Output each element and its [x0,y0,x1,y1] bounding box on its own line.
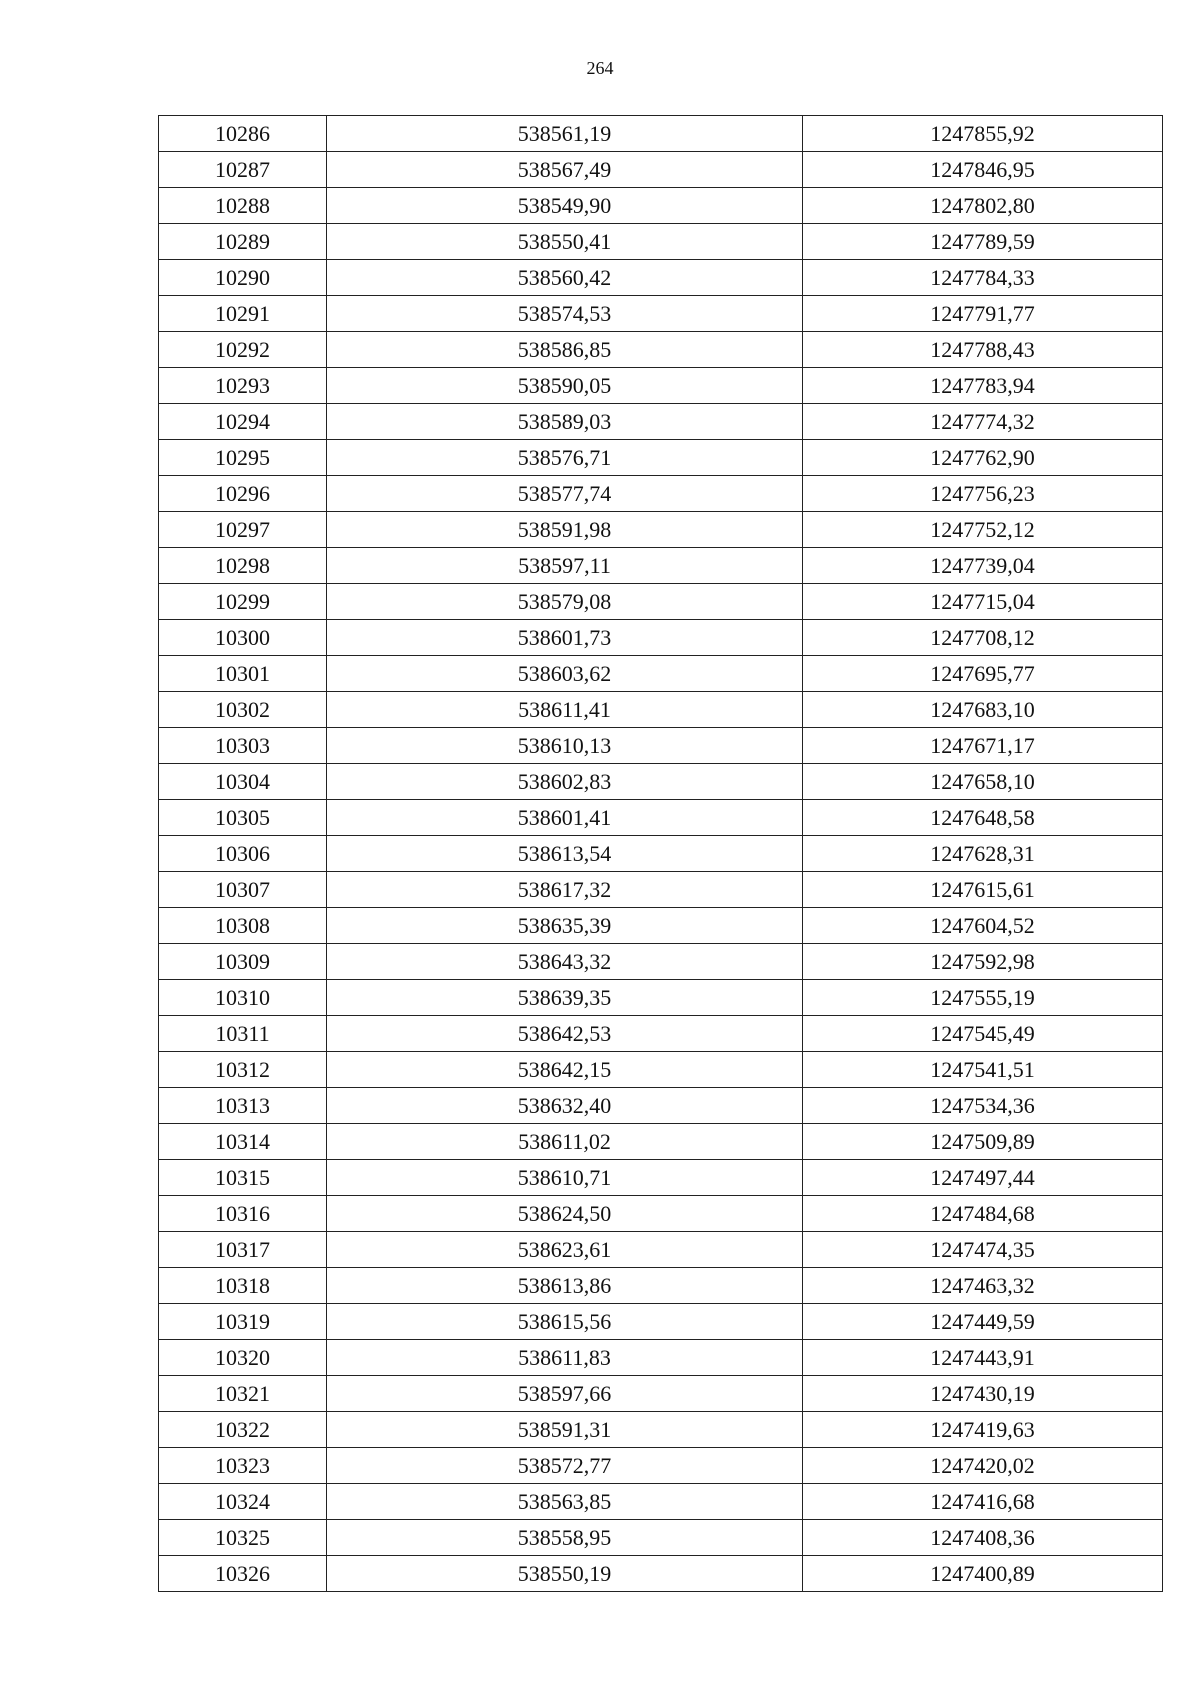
table-row [159,1232,1163,1268]
y-coordinate-cell: 1247774,32 [803,404,1163,440]
x-coordinate-cell: 538632,40 [327,1088,803,1124]
point-number-cell: 10294 [159,404,327,440]
table-row [159,152,1163,188]
x-coordinate-cell: 538624,50 [327,1196,803,1232]
x-coordinate-cell: 538603,62 [327,656,803,692]
x-coordinate-cell: 538590,05 [327,368,803,404]
point-number-cell: 10311 [159,1016,327,1052]
x-coordinate-cell: 538610,13 [327,728,803,764]
table-row [159,1196,1163,1232]
point-number-cell: 10305 [159,800,327,836]
x-coordinate-cell: 538558,95 [327,1520,803,1556]
point-number-cell: 10315 [159,1160,327,1196]
table-row [159,476,1163,512]
page-number: 264 [586,58,614,78]
point-number-cell: 10303 [159,728,327,764]
point-number-cell: 10300 [159,620,327,656]
y-coordinate-cell: 1247683,10 [803,692,1163,728]
x-coordinate-cell: 538574,53 [327,296,803,332]
x-coordinate-cell: 538642,53 [327,1016,803,1052]
point-number-cell: 10326 [159,1556,327,1592]
y-coordinate-cell: 1247408,36 [803,1520,1163,1556]
x-coordinate-cell: 538611,83 [327,1340,803,1376]
table-row [159,872,1163,908]
y-coordinate-cell: 1247592,98 [803,944,1163,980]
table-row [159,116,1163,152]
table-row [159,224,1163,260]
y-coordinate-cell: 1247541,51 [803,1052,1163,1088]
point-number-cell: 10321 [159,1376,327,1412]
x-coordinate-cell: 538639,35 [327,980,803,1016]
y-coordinate-cell: 1247789,59 [803,224,1163,260]
table-row [159,332,1163,368]
point-number-cell: 10322 [159,1412,327,1448]
y-coordinate-cell: 1247484,68 [803,1196,1163,1232]
table-row [159,404,1163,440]
table-row [159,1304,1163,1340]
x-coordinate-cell: 538563,85 [327,1484,803,1520]
y-coordinate-cell: 1247555,19 [803,980,1163,1016]
x-coordinate-cell: 538550,41 [327,224,803,260]
x-coordinate-cell: 538560,42 [327,260,803,296]
table-row [159,188,1163,224]
table-row [159,620,1163,656]
table-row [159,764,1163,800]
y-coordinate-cell: 1247739,04 [803,548,1163,584]
y-coordinate-cell: 1247715,04 [803,584,1163,620]
x-coordinate-cell: 538572,77 [327,1448,803,1484]
table-row [159,944,1163,980]
table-row [159,980,1163,1016]
table-row [159,512,1163,548]
point-number-cell: 10309 [159,944,327,980]
point-number-cell: 10313 [159,1088,327,1124]
point-number-cell: 10308 [159,908,327,944]
x-coordinate-cell: 538602,83 [327,764,803,800]
x-coordinate-cell: 538550,19 [327,1556,803,1592]
point-number-cell: 10286 [159,116,327,152]
point-number-cell: 10302 [159,692,327,728]
point-number-cell: 10312 [159,1052,327,1088]
y-coordinate-cell: 1247430,19 [803,1376,1163,1412]
y-coordinate-cell: 1247788,43 [803,332,1163,368]
y-coordinate-cell: 1247443,91 [803,1340,1163,1376]
y-coordinate-cell: 1247695,77 [803,656,1163,692]
x-coordinate-cell: 538601,41 [327,800,803,836]
x-coordinate-cell: 538613,86 [327,1268,803,1304]
x-coordinate-cell: 538611,41 [327,692,803,728]
x-coordinate-cell: 538642,15 [327,1052,803,1088]
table-row [159,1016,1163,1052]
x-coordinate-cell: 538579,08 [327,584,803,620]
x-coordinate-cell: 538577,74 [327,476,803,512]
y-coordinate-cell: 1247416,68 [803,1484,1163,1520]
x-coordinate-cell: 538591,31 [327,1412,803,1448]
x-coordinate-cell: 538567,49 [327,152,803,188]
table-row [159,1556,1163,1592]
point-number-cell: 10310 [159,980,327,1016]
table-row [159,440,1163,476]
x-coordinate-cell: 538589,03 [327,404,803,440]
table-row [159,1448,1163,1484]
point-number-cell: 10288 [159,188,327,224]
table-row [159,1268,1163,1304]
point-number-cell: 10319 [159,1304,327,1340]
table-row [159,1520,1163,1556]
point-number-cell: 10317 [159,1232,327,1268]
point-number-cell: 10289 [159,224,327,260]
table-row [159,1412,1163,1448]
x-coordinate-cell: 538635,39 [327,908,803,944]
table-row [159,908,1163,944]
table-row [159,1124,1163,1160]
point-number-cell: 10316 [159,1196,327,1232]
table-row [159,656,1163,692]
point-number-cell: 10287 [159,152,327,188]
y-coordinate-cell: 1247474,35 [803,1232,1163,1268]
x-coordinate-cell: 538615,56 [327,1304,803,1340]
table-row [159,368,1163,404]
table-row [159,1340,1163,1376]
table-row [159,260,1163,296]
table-row [159,1484,1163,1520]
point-number-cell: 10299 [159,584,327,620]
y-coordinate-cell: 1247449,59 [803,1304,1163,1340]
y-coordinate-cell: 1247756,23 [803,476,1163,512]
x-coordinate-cell: 538586,85 [327,332,803,368]
point-number-cell: 10298 [159,548,327,584]
y-coordinate-cell: 1247708,12 [803,620,1163,656]
point-number-cell: 10295 [159,440,327,476]
x-coordinate-cell: 538576,71 [327,440,803,476]
point-number-cell: 10297 [159,512,327,548]
x-coordinate-cell: 538561,19 [327,116,803,152]
point-number-cell: 10291 [159,296,327,332]
y-coordinate-cell: 1247846,95 [803,152,1163,188]
table-row [159,836,1163,872]
y-coordinate-cell: 1247509,89 [803,1124,1163,1160]
y-coordinate-cell: 1247762,90 [803,440,1163,476]
point-number-cell: 10318 [159,1268,327,1304]
y-coordinate-cell: 1247671,17 [803,728,1163,764]
x-coordinate-cell: 538613,54 [327,836,803,872]
point-number-cell: 10325 [159,1520,327,1556]
point-number-cell: 10306 [159,836,327,872]
table-row [159,548,1163,584]
point-number-cell: 10320 [159,1340,327,1376]
y-coordinate-cell: 1247628,31 [803,836,1163,872]
point-number-cell: 10301 [159,656,327,692]
table-row [159,692,1163,728]
table-row [159,800,1163,836]
x-coordinate-cell: 538617,32 [327,872,803,908]
point-number-cell: 10296 [159,476,327,512]
table-row [159,728,1163,764]
table-row [159,296,1163,332]
y-coordinate-cell: 1247802,80 [803,188,1163,224]
y-coordinate-cell: 1247752,12 [803,512,1163,548]
x-coordinate-cell: 538597,11 [327,548,803,584]
y-coordinate-cell: 1247463,32 [803,1268,1163,1304]
x-coordinate-cell: 538643,32 [327,944,803,980]
x-coordinate-cell: 538591,98 [327,512,803,548]
x-coordinate-cell: 538549,90 [327,188,803,224]
coordinates-table-body [159,116,1163,1592]
table-row [159,1376,1163,1412]
y-coordinate-cell: 1247784,33 [803,260,1163,296]
point-number-cell: 10314 [159,1124,327,1160]
y-coordinate-cell: 1247783,94 [803,368,1163,404]
y-coordinate-cell: 1247658,10 [803,764,1163,800]
x-coordinate-cell: 538610,71 [327,1160,803,1196]
point-number-cell: 10304 [159,764,327,800]
y-coordinate-cell: 1247497,44 [803,1160,1163,1196]
x-coordinate-cell: 538601,73 [327,620,803,656]
x-coordinate-cell: 538597,66 [327,1376,803,1412]
y-coordinate-cell: 1247604,52 [803,908,1163,944]
y-coordinate-cell: 1247545,49 [803,1016,1163,1052]
table-row [159,584,1163,620]
y-coordinate-cell: 1247791,77 [803,296,1163,332]
y-coordinate-cell: 1247615,61 [803,872,1163,908]
point-number-cell: 10293 [159,368,327,404]
coordinates-table [158,115,1163,1592]
y-coordinate-cell: 1247400,89 [803,1556,1163,1592]
y-coordinate-cell: 1247648,58 [803,800,1163,836]
x-coordinate-cell: 538623,61 [327,1232,803,1268]
point-number-cell: 10323 [159,1448,327,1484]
y-coordinate-cell: 1247420,02 [803,1448,1163,1484]
point-number-cell: 10307 [159,872,327,908]
point-number-cell: 10290 [159,260,327,296]
table-row [159,1160,1163,1196]
point-number-cell: 10324 [159,1484,327,1520]
table-row [159,1088,1163,1124]
y-coordinate-cell: 1247855,92 [803,116,1163,152]
x-coordinate-cell: 538611,02 [327,1124,803,1160]
y-coordinate-cell: 1247419,63 [803,1412,1163,1448]
table-row [159,1052,1163,1088]
y-coordinate-cell: 1247534,36 [803,1088,1163,1124]
point-number-cell: 10292 [159,332,327,368]
